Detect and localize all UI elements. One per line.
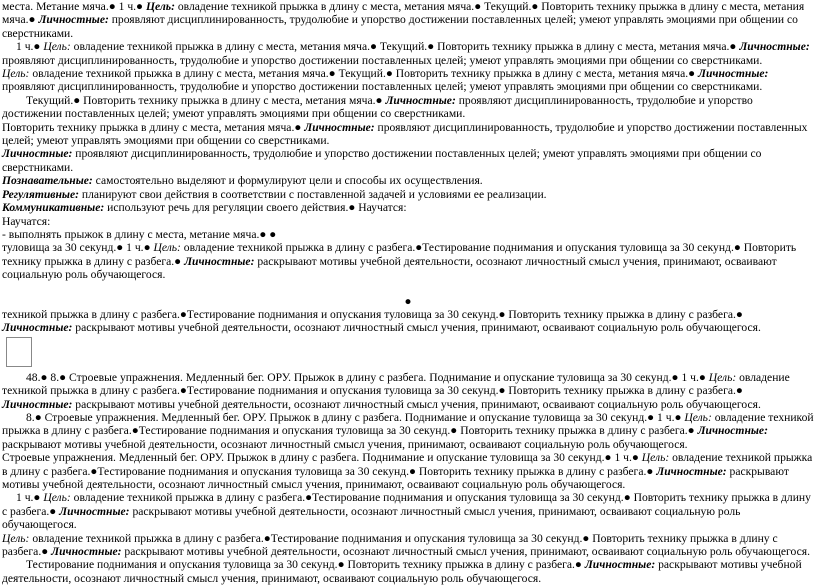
paragraph-5 — [2, 121, 814, 148]
goal-label: Цель: — [43, 40, 71, 54]
text: овладение техникой прыжка в длину с разбега.●Тестирование поднимания и опускания туловища за 30 секунд.● Повторить технику прыжка в длину с разбега.● — [2, 531, 778, 559]
text: овладение техникой прыжка в длину с места, метания мяча.● Текущий.● Повторить технику прыжка в длину с места, метания мяча.● — [70, 40, 740, 54]
goal-label: Цель: — [641, 451, 670, 465]
personal-label: Личностные: — [59, 504, 130, 518]
text: используют речь для регуляции своего действия.● Научатся: — [104, 201, 407, 215]
text: раскрывают мотивы учебной деятельности, осознают личностный смысл учения, принимают, осваивают социальную роль обучающегося. — [72, 397, 761, 411]
paragraph-2 — [2, 40, 814, 67]
paragraph-7 — [2, 241, 814, 281]
paragraph-14 — [2, 558, 814, 585]
text: 1 ч.● — [16, 40, 44, 54]
text: Повторить технику прыжка в длину с места, метания мяча.● — [2, 120, 305, 134]
cognitive-label: Познавательные: — [2, 174, 93, 188]
text: раскрывают мотивы учебной деятельности, осознают личностный смысл учения, принимают, осваивают социальную роль обучающегося. — [2, 254, 777, 282]
paragraph-10 — [2, 411, 814, 451]
personal-label: Личностные: — [385, 93, 456, 107]
text: раскрывают мотивы учебной деятельности, осознают личностный смысл учения, принимают, осваивают социальную роль обучающегося. — [121, 545, 810, 559]
text: проявляют дисциплинированность, трудолюбие и упорство достижении поставленных целей; умеют управлять эмоциями при общении со сверстниками. — [2, 80, 763, 94]
text: планируют свои действия в соответствии с поставленной задачей и условиями ее реализации. — [78, 187, 547, 201]
goal-label: Цель: — [43, 491, 71, 505]
goal-label: Цель: — [145, 0, 175, 13]
paragraph-11 — [2, 451, 814, 491]
paragraph-4 — [2, 94, 814, 121]
communicative-label: Коммуникативные: — [2, 201, 105, 215]
personal-label: Личностные: — [2, 147, 73, 161]
text: овладение техникой прыжка в длину с разбега.●Тестирование поднимания и опускания туловища за 30 секунд.● Повторить технику прыжка в длину с разбега.● — [2, 410, 814, 438]
text: проявляют дисциплинированность, трудолюбие и упорство достижении поставленных целей; умеют управлять эмоциями при общении со сверстниками. — [2, 147, 762, 174]
paragraph-3 — [2, 67, 814, 94]
empty-frame — [6, 337, 32, 367]
text: раскрывают мотивы учебной деятельности, осознают личностный смысл учения, принимают, осваивают социальную роль обучающегося. — [2, 504, 741, 532]
text: туловища за 30 секунд.● 1 ч.● — [2, 241, 154, 255]
goal-label: Цель: — [708, 370, 737, 384]
text: проявляют дисциплинированность, трудолюбие и упорство достижении поставленных целей; умеют управлять эмоциями при общении со сверстниками. — [2, 120, 808, 148]
text: 8.● Строевые упражнения. Медленный бег. ОРУ. Прыжок в длину с разбега. Поднимание и опускание туловища за 30 секунд.● 1 ч.● — [26, 410, 685, 424]
personal-label: Личностные: — [304, 120, 375, 134]
text: овладение техникой прыжка в длину с разбега.●Тестирование поднимания и опускания туловища за 30 секунд.● Повторить технику прыжка в длину с разбега.● — [2, 491, 811, 518]
text: Текущий.● Повторить технику прыжка в длину с места, метания мяча.● — [26, 93, 386, 107]
bullet-line — [2, 295, 814, 308]
paragraph-regulatory — [2, 188, 814, 201]
personal-label: Личностные: — [2, 321, 73, 335]
paragraph-13 — [2, 532, 814, 559]
paragraph-6 — [2, 147, 814, 174]
personal-label: Личностные: — [584, 558, 656, 572]
text: 1 ч.● — [16, 491, 44, 505]
personal-label: Личностные: — [2, 397, 73, 411]
paragraph-cognitive — [2, 174, 814, 187]
text: техникой прыжка в длину с разбега.●Тестирование поднимания и опускания туловища за 30 секунд.● Повторить технику прыжка в длину с разбега.● — [2, 307, 743, 321]
text: раскрывают мотивы учебной деятельности, осознают личностный смысл учения, принимают, осваивают социальную роль обучающегося. — [2, 437, 688, 451]
text: проявляют дисциплинированность, трудолюбие и упорство достижении поставленных целей; умеют управлять эмоциями при общении со сверстниками. — [2, 93, 753, 121]
text: овладение техникой прыжка в длину с разбега.●Тестирование поднимания и опускания туловища за 30 секунд.● Повторить технику прыжка в длину с разбега.● — [2, 451, 813, 478]
text: 48.● 8.● Строевые упражнения. Медленный бег. ОРУ. Прыжок в длину с разбега. Поднимание и опускание туловища за 30 секунд.● 1 ч.● — [26, 370, 709, 384]
text: Тестирование поднимания и опускания туловища за 30 секунд.● Повторить технику прыжка в длину с разбега.● — [26, 558, 585, 572]
text: овладение техникой прыжка в длину с разбега.●Тестирование поднимания и опускания туловища за 30 секунд.● Повторить технику прыжка в длину с разбега.● — [2, 370, 790, 398]
paragraph-8 — [2, 308, 814, 335]
personal-label: Личностные: — [739, 40, 810, 54]
paragraph-learn-item: - выполнять прыжок в длину с места, метание мяча.● ● — [2, 227, 277, 241]
paragraph-9 — [2, 371, 814, 411]
regulatory-label: Регулятивные: — [2, 187, 79, 201]
personal-label: Личностные: — [38, 13, 109, 27]
paragraph-12 — [2, 491, 814, 531]
text: овладение техникой прыжка в длину с места, метания мяча.● Текущий.● Повторить технику прыжка в длину с места, метания мяча.● — [2, 0, 805, 27]
paragraph-communicative — [2, 201, 814, 214]
text: раскрывают мотивы учебной деятельности, осознают личностный смысл учения, принимают, осваивают социальную роль обучающегося. — [2, 464, 789, 491]
personal-label: Личностные: — [697, 424, 768, 438]
paragraph-learn: Научатся: — [2, 214, 51, 228]
text: самостоятельно выделяют и формулируют цели и способы их осуществления. — [92, 174, 483, 188]
spacer — [2, 282, 814, 295]
text: раскрывают мотивы учебной деятельности, осознают личностный смысл учения, принимают, осваивают социальную роль обучающегося. — [72, 321, 761, 335]
goal-label: Цель: — [2, 67, 30, 81]
text: места. Метание мяча.● 1 ч.● — [2, 0, 146, 13]
text: овладение техникой прыжка в длину с места, метания мяча.● Текущий.● Повторить технику прыжка в длину с места, метания мяча.● — [29, 67, 699, 81]
paragraph-1 — [2, 0, 814, 40]
text: раскрывают мотивы учебной деятельности, осознают личностный смысл учения, принимают, осваивают социальную роль обучающегося. — [2, 558, 802, 585]
goal-label: Цель: — [153, 241, 181, 255]
personal-label: Личностные: — [656, 464, 727, 478]
text: проявляют дисциплинированность, трудолюбие и упорство достижении поставленных целей; умеют управлять эмоциями при общении со сверстниками. — [2, 53, 763, 67]
personal-label: Личностные: — [698, 67, 769, 81]
personal-label: Личностные: — [51, 545, 122, 559]
bullet-icon: ● — [404, 294, 412, 308]
personal-label: Личностные: — [184, 254, 255, 268]
goal-label: Цель: — [684, 410, 712, 424]
text: проявляют дисциплинированность, трудолюбие и упорство достижении поставленных целей; умеют управлять эмоциями при общении со сверстниками. — [2, 13, 798, 40]
text: овладение техникой прыжка в длину с разбега.●Тестирование поднимания и опускания туловища за 30 секунд.● Повторить технику прыжка в длину с разбега.● — [2, 241, 797, 268]
text: Строевые упражнения. Медленный бег. ОРУ. Прыжок в длину с разбега. Поднимание и опускание туловища за 30 секунд.● 1 ч.● — [2, 451, 642, 465]
goal-label: Цель: — [2, 531, 30, 545]
